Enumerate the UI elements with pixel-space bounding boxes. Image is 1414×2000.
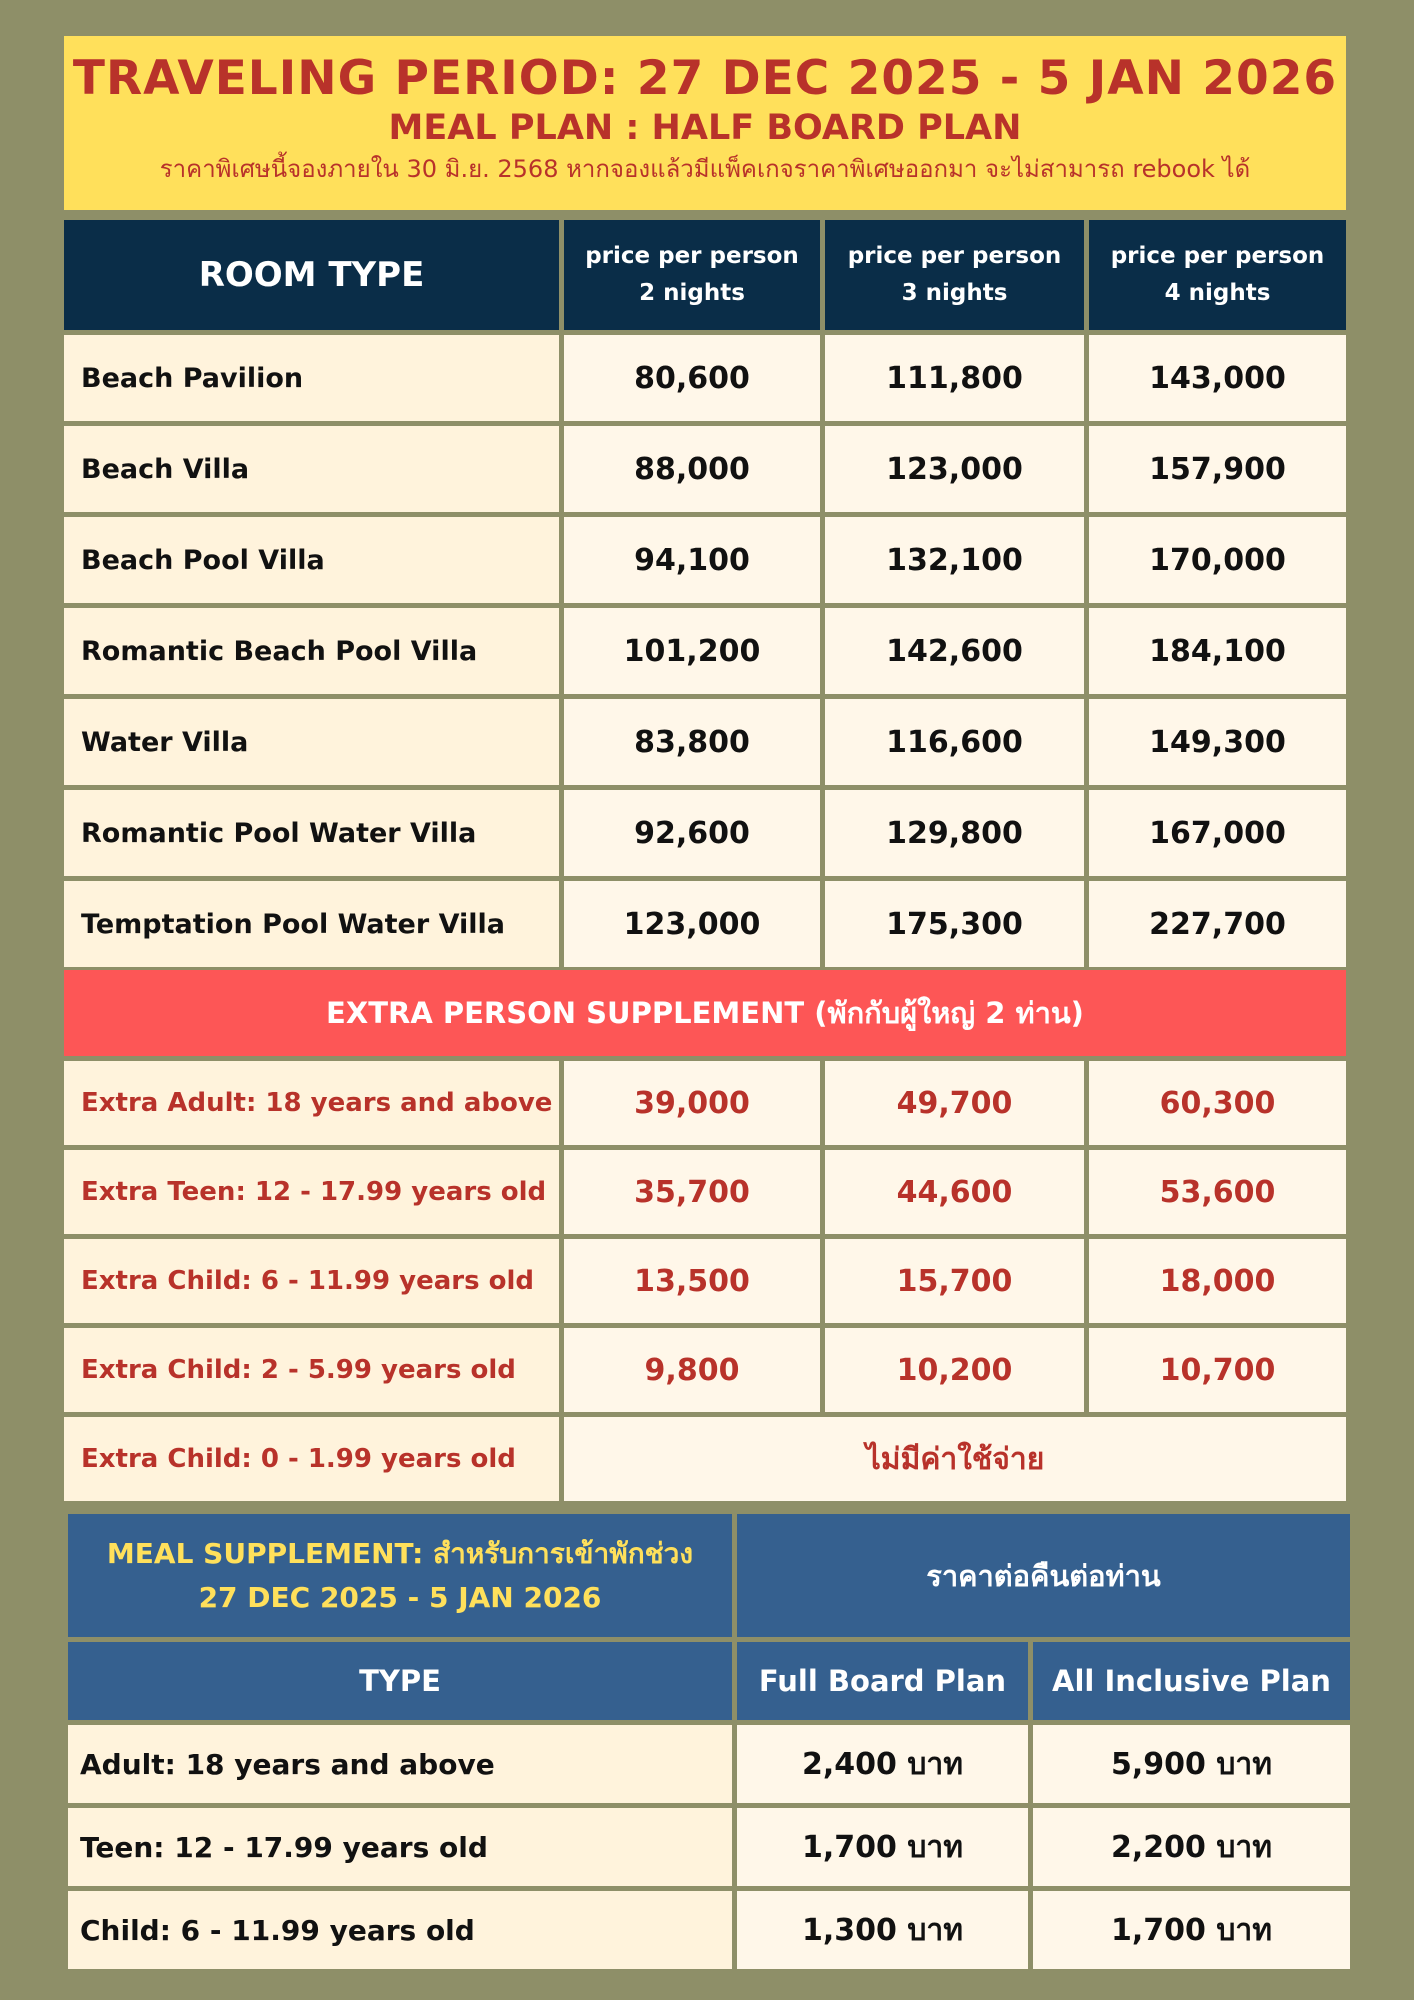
all-inclusive-header: All Inclusive Plan (1033, 1642, 1350, 1720)
meal-price: 1,700 บาท (1033, 1891, 1350, 1969)
extra-person-table (64, 970, 1346, 1501)
meal-title-line-2: 27 DEC 2025 - 5 JAN 2026 (198, 1580, 602, 1614)
room-price: 167,000 (1089, 790, 1346, 876)
price-header-2-nights (564, 220, 820, 330)
extra-person-price: 10,700 (1089, 1328, 1346, 1412)
room-price: 101,200 (564, 608, 820, 694)
extra-person-name: Extra Child: 6 - 11.99 years old (64, 1239, 559, 1323)
extra-person-price: 13,500 (564, 1239, 820, 1323)
extra-person-name: Extra Teen: 12 - 17.99 years old (64, 1150, 559, 1234)
room-price: 129,800 (825, 790, 1084, 876)
room-price: 149,300 (1089, 699, 1346, 785)
meal-price: 2,200 บาท (1033, 1808, 1350, 1886)
booking-note: ราคาพิเศษนี้จองภายใน 30 มิ.ย. 2568 หากจองแล้วมีแพ็คเกจราคาพิเศษออกมา จะไม่สามารถ rebook ได้ (159, 155, 1251, 183)
meal-guest-type: Child: 6 - 11.99 years old (68, 1891, 732, 1969)
room-price: 92,600 (564, 790, 820, 876)
page-title: TRAVELING PERIOD: 27 DEC 2025 - 5 JAN 2026 (72, 51, 1338, 106)
extra-person-price: 10,200 (825, 1328, 1084, 1412)
nights-label: 3 nights (901, 280, 1008, 306)
meal-supplement-table (68, 1514, 1350, 1969)
extra-person-price: 53,600 (1089, 1150, 1346, 1234)
room-name: Temptation Pool Water Villa (64, 881, 559, 967)
extra-person-price: 9,800 (564, 1328, 820, 1412)
extra-person-price: 44,600 (825, 1150, 1084, 1234)
meal-guest-type: Adult: 18 years and above (68, 1725, 732, 1803)
room-name: Beach Villa (64, 426, 559, 512)
room-price: 116,600 (825, 699, 1084, 785)
extra-person-price: 15,700 (825, 1239, 1084, 1323)
meal-plan-subtitle: MEAL PLAN : HALF BOARD PLAN (388, 108, 1022, 148)
extra-person-name: Extra Adult: 18 years and above (64, 1061, 559, 1145)
extra-person-name: Extra Child: 2 - 5.99 years old (64, 1328, 559, 1412)
extra-person-price: 39,000 (564, 1061, 820, 1145)
room-price: 111,800 (825, 335, 1084, 421)
extra-person-price: 18,000 (1089, 1239, 1346, 1323)
room-price: 175,300 (825, 881, 1084, 967)
extra-person-price: 35,700 (564, 1150, 820, 1234)
room-price: 170,000 (1089, 517, 1346, 603)
room-price: 123,000 (564, 881, 820, 967)
meal-guest-type: Teen: 12 - 17.99 years old (68, 1808, 732, 1886)
room-name: Romantic Beach Pool Villa (64, 608, 559, 694)
room-name: Beach Pavilion (64, 335, 559, 421)
price-label: price per person (1110, 243, 1325, 269)
room-price: 227,700 (1089, 881, 1346, 967)
nights-label: 2 nights (639, 280, 745, 306)
room-name: Water Villa (64, 699, 559, 785)
room-price: 184,100 (1089, 608, 1346, 694)
extra-person-price: 60,300 (1089, 1061, 1346, 1145)
room-price: 123,000 (825, 426, 1084, 512)
room-price: 143,000 (1089, 335, 1346, 421)
type-header: TYPE (68, 1642, 732, 1720)
meal-title-line-1: MEAL SUPPLEMENT: สำหรับการเข้าพักช่วง (106, 1536, 694, 1570)
price-per-night-header: ราคาต่อคืนต่อท่าน (737, 1514, 1350, 1637)
room-type-header: ROOM TYPE (64, 220, 559, 330)
full-board-header: Full Board Plan (737, 1642, 1028, 1720)
room-price: 94,100 (564, 517, 820, 603)
price-header-3-nights (825, 220, 1084, 330)
meal-price: 1,300 บาท (737, 1891, 1028, 1969)
meal-supplement-title (68, 1514, 732, 1637)
extra-person-price: 49,700 (825, 1061, 1084, 1145)
header-banner (64, 36, 1346, 210)
room-price: 132,100 (825, 517, 1084, 603)
free-of-charge-value: ไม่มีค่าใช้จ่าย (564, 1417, 1346, 1501)
room-price: 88,000 (564, 426, 820, 512)
room-name: Romantic Pool Water Villa (64, 790, 559, 876)
extra-person-header: EXTRA PERSON SUPPLEMENT (พักกับผู้ใหญ่ 2 ท่าน) (64, 970, 1346, 1056)
price-header-4-nights (1089, 220, 1346, 330)
room-price: 157,900 (1089, 426, 1346, 512)
room-name: Beach Pool Villa (64, 517, 559, 603)
nights-label: 4 nights (1164, 280, 1271, 306)
room-price: 83,800 (564, 699, 820, 785)
room-price: 80,600 (564, 335, 820, 421)
room-price: 142,600 (825, 608, 1084, 694)
price-label: price per person (847, 243, 1062, 269)
meal-price: 2,400 บาท (737, 1725, 1028, 1803)
price-label: price per person (585, 243, 799, 269)
extra-person-name: Extra Child: 0 - 1.99 years old (64, 1417, 559, 1501)
room-price-table (64, 220, 1346, 967)
meal-price: 1,700 บาท (737, 1808, 1028, 1886)
meal-price: 5,900 บาท (1033, 1725, 1350, 1803)
